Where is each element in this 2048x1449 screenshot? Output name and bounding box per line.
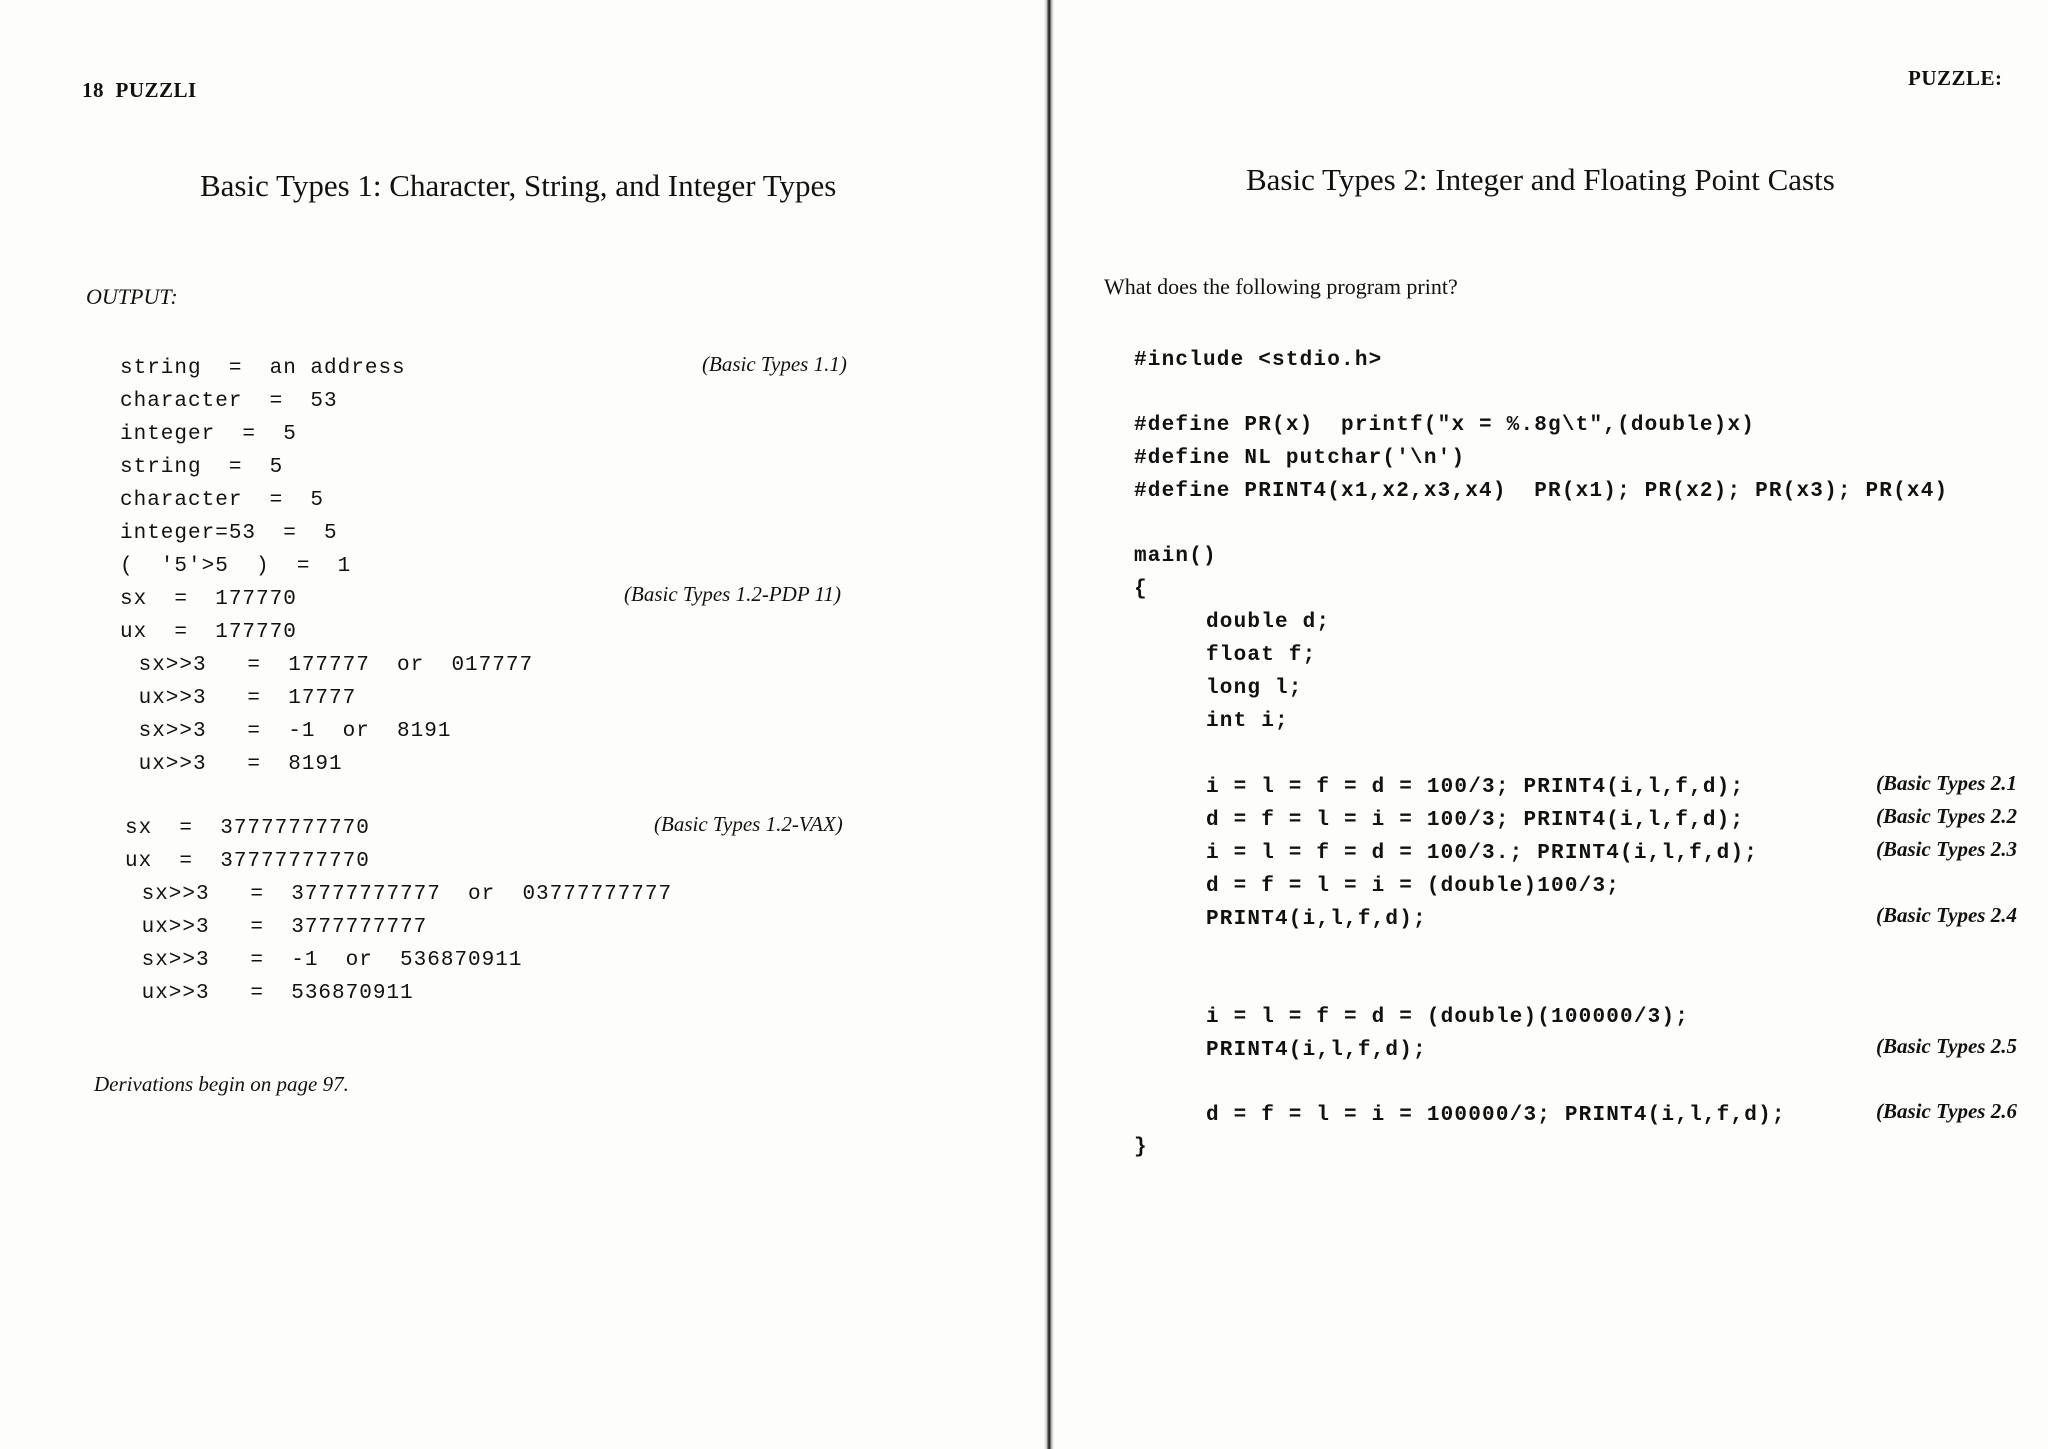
output-line: character = 5	[120, 489, 325, 512]
book-gutter	[1044, 0, 1054, 1449]
output-line: integer=53 = 5	[120, 522, 338, 545]
code-line: i = l = f = d = (double)(100000/3);	[1206, 1006, 1690, 1029]
output-line: string = an address	[120, 357, 406, 380]
right-running-head: PUZZLE:	[1908, 66, 2003, 90]
code-line: {	[1134, 578, 1148, 601]
section-tag: (Basic Types 1.2-PDP 11)	[624, 582, 841, 606]
code-line: }	[1134, 1136, 1148, 1159]
code-line: #define NL putchar('\n')	[1134, 447, 1466, 470]
code-line: float f;	[1206, 644, 1317, 667]
code-line: #define PRINT4(x1,x2,x3,x4) PR(x1); PR(x2); PR(x3); PR(x4)	[1134, 480, 1949, 503]
code-line: main()	[1134, 545, 1217, 568]
code-line: PRINT4(i,l,f,d);	[1206, 1039, 1427, 1062]
code-line: i = l = f = d = 100/3; PRINT4(i,l,f,d);	[1206, 776, 1745, 799]
code-line: long l;	[1206, 677, 1303, 700]
code-line: i = l = f = d = 100/3.; PRINT4(i,l,f,d);	[1206, 842, 1759, 865]
output-line: ux>>3 = 17777	[125, 687, 357, 710]
output-line: ( '5'>5 ) = 1	[120, 555, 352, 578]
question-text: What does the following program print?	[1104, 274, 1458, 299]
section-tag: (Basic Types 2.4	[1876, 903, 2017, 927]
output-line: ux>>3 = 8191	[125, 753, 343, 776]
output-line: sx = 37777777770	[125, 817, 370, 840]
output-line: sx = 177770	[120, 588, 297, 611]
code-line: #include <stdio.h>	[1134, 349, 1383, 372]
output-line: sx>>3 = 37777777777 or 03777777777	[128, 883, 673, 906]
code-line: PRINT4(i,l,f,d);	[1206, 908, 1427, 931]
output-line: ux = 37777777770	[125, 850, 370, 873]
code-line: double d;	[1206, 611, 1331, 634]
section-tag: (Basic Types 2.5	[1876, 1034, 2017, 1058]
section-tag: (Basic Types 2.6	[1876, 1099, 2017, 1123]
output-label: OUTPUT:	[86, 284, 178, 309]
section-tag: (Basic Types 1.1)	[702, 352, 847, 376]
code-line: d = f = l = i = (double)100/3;	[1206, 875, 1621, 898]
right-page-title: Basic Types 2: Integer and Floating Point Casts	[1246, 162, 1835, 197]
output-line: ux>>3 = 536870911	[128, 982, 414, 1005]
output-line: sx>>3 = 177777 or 017777	[125, 654, 534, 677]
output-line: ux>>3 = 3777777777	[128, 916, 428, 939]
section-tag: (Basic Types 2.3	[1876, 837, 2017, 861]
output-line: integer = 5	[120, 423, 297, 446]
output-line: sx>>3 = -1 or 536870911	[128, 949, 523, 972]
code-line: d = f = l = i = 100/3; PRINT4(i,l,f,d);	[1206, 809, 1745, 832]
output-line: ux = 177770	[120, 621, 297, 644]
code-line: #define PR(x) printf("x = %.8g\t",(double)x)	[1134, 414, 1756, 437]
output-line: string = 5	[120, 456, 284, 479]
section-tag: (Basic Types 2.2	[1876, 804, 2017, 828]
derivations-note: Derivations begin on page 97.	[94, 1072, 349, 1096]
section-tag: (Basic Types 1.2-VAX)	[654, 812, 843, 836]
right-page	[1058, 0, 2048, 1449]
left-page-title: Basic Types 1: Character, String, and Integer Types	[200, 168, 837, 203]
code-line: int i;	[1206, 710, 1289, 733]
output-line: sx>>3 = -1 or 8191	[125, 720, 452, 743]
output-line: character = 53	[120, 390, 338, 413]
left-running-head: 18 PUZZLI	[82, 78, 197, 102]
section-tag: (Basic Types 2.1	[1876, 771, 2017, 795]
code-line: d = f = l = i = 100000/3; PRINT4(i,l,f,d);	[1206, 1104, 1786, 1127]
